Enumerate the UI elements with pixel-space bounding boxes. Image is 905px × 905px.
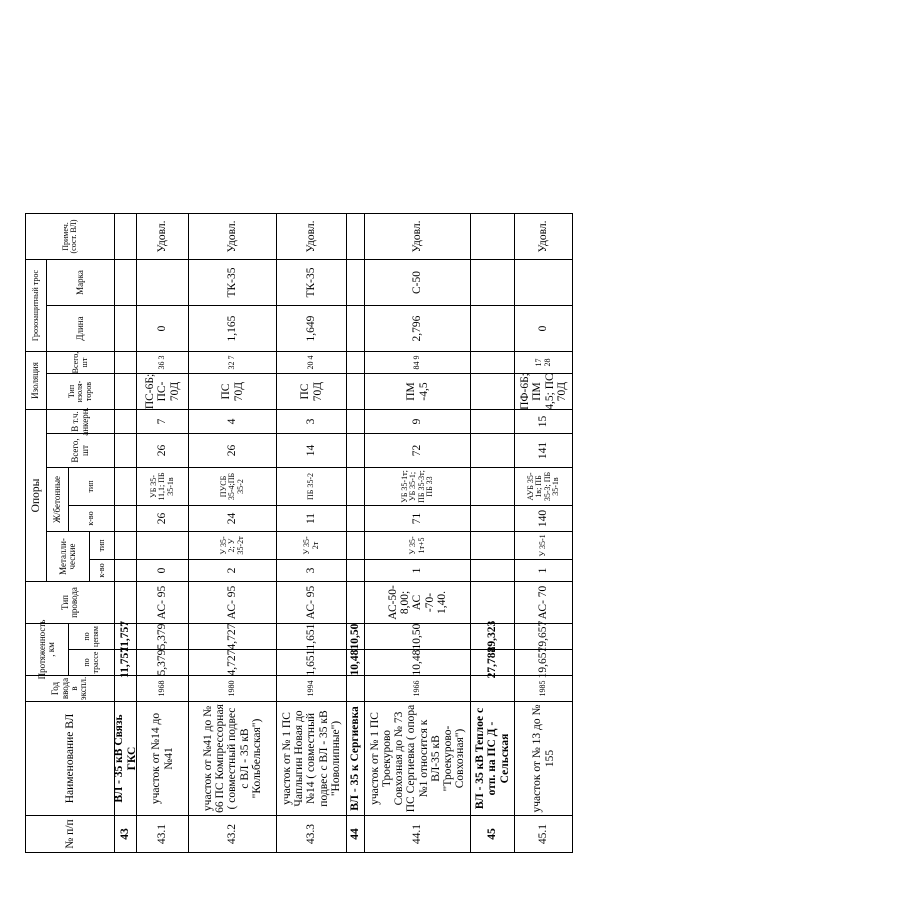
row-5-anchor: 9: [365, 409, 471, 433]
row-3-wire: АС- 95: [277, 581, 347, 623]
row-2-total: 26: [189, 433, 277, 467]
row-3-m-qty: 3: [277, 559, 347, 581]
header-ins-type: Тип изоля-торов: [47, 373, 115, 409]
row-0-c-qty: [115, 505, 137, 531]
header-note: Примеч. (сост. ВЛ): [25, 213, 115, 259]
row-3-m-type: У 35-2т: [277, 531, 347, 559]
row-6-circuit: 29,323: [471, 623, 515, 649]
row-4-note: [347, 213, 365, 259]
header-metal: Металли-ческие: [47, 531, 90, 581]
row-4-c-qty: [347, 505, 365, 531]
row-7-ins-total: 17 28: [515, 351, 573, 373]
row-6-name: ВЛ - 35 кВ Теплое с отп. на ПС Д - Сельская: [471, 701, 515, 815]
row-3-ins-total: 20 4: [277, 351, 347, 373]
row-5-circuit: 10,50: [365, 623, 471, 649]
row-2-m-qty: 2: [189, 559, 277, 581]
row-6-m-qty: [471, 559, 515, 581]
row-0-wire: [115, 581, 137, 623]
row-1-circuit: 5,379: [137, 623, 189, 649]
row-6-year: [471, 675, 515, 701]
row-4-cable-brand: [347, 259, 365, 305]
row-5-ins-total: 84 9: [365, 351, 471, 373]
row-7-wire: АС- 70: [515, 581, 573, 623]
row-2-c-type: ПУСБ 35-4;ПБ 35-2: [189, 467, 277, 505]
row-3-route: 1,651: [277, 649, 347, 675]
row-1-ins-total: 36 3: [137, 351, 189, 373]
row-7-m-type: У 35-1: [515, 531, 573, 559]
row-3-c-type: ПБ 35-2: [277, 467, 347, 505]
row-4-total: [347, 433, 365, 467]
row-2-circuit: 4,727: [189, 623, 277, 649]
row-3-name: участок от № 1 ПС Чаплыгин Новая до №14 ( совместный подвес с ВЛ - 35 кВ "Новолипные"): [277, 701, 347, 815]
row-5-cable-brand: С-50: [365, 259, 471, 305]
row-7-anchor: 15: [515, 409, 573, 433]
row-5-m-qty: 1: [365, 559, 471, 581]
row-5-m-type: У 35-1т+5: [365, 531, 471, 559]
header-cable: Грозозащитный трос: [25, 259, 47, 351]
row-3-note: Удовл.: [277, 213, 347, 259]
row-3-num: 43.3: [277, 815, 347, 853]
header-ins-total: Всего, шт: [47, 351, 115, 373]
row-1-name: участок от №14 до №41: [137, 701, 189, 815]
row-6-num: 45: [471, 815, 515, 853]
row-5-year: 1966: [365, 675, 471, 701]
row-6-ins-type: [471, 373, 515, 409]
row-1-total: 26: [137, 433, 189, 467]
row-5-ins-type: ПМ -4,5: [365, 373, 471, 409]
row-3-year: 1994: [277, 675, 347, 701]
row-4-wire: [347, 581, 365, 623]
header-concrete: Ж/бетонные: [47, 467, 69, 531]
row-7-route: 19,657: [515, 649, 573, 675]
row-1-route: 5,379: [137, 649, 189, 675]
header-concrete-qty: к-во: [69, 505, 115, 531]
row-0-name: ВЛ - 35 кВ Связь ГКС: [115, 701, 137, 815]
row-6-m-type: [471, 531, 515, 559]
header-name: Наименование ВЛ: [25, 701, 115, 815]
row-5-total: 72: [365, 433, 471, 467]
row-7-year: 1985: [515, 675, 573, 701]
row-7-circuit: 19,657: [515, 623, 573, 649]
row-1-ins-type: ПС-6Б; ПС- 70Д: [137, 373, 189, 409]
row-3-ins-type: ПС 70Д: [277, 373, 347, 409]
row-0-m-qty: [115, 559, 137, 581]
header-cable-brand: Марка: [47, 259, 115, 305]
row-2-name: участок от №41 до № 66 ПС Компрессорная ( совместный подвес с ВЛ - 35 кВ "Кольбельская"): [189, 701, 277, 815]
row-2-cable-brand: ТК-35: [189, 259, 277, 305]
power-lines-table: [25, 51, 595, 853]
header-total: Всего, шт: [47, 433, 115, 467]
row-5-c-type: УБ 35-1т; УБ 35-1; ПБ 35-3т; ПБ 33: [365, 467, 471, 505]
row-4-name: ВЛ - 35 к Сергиевка: [347, 701, 365, 815]
row-5-wire: АС-50-8,00; АС -70-1,40.: [365, 581, 471, 623]
row-4-c-type: [347, 467, 365, 505]
row-5-cable-len: 2,796: [365, 305, 471, 351]
row-6-wire: [471, 581, 515, 623]
row-1-c-qty: 26: [137, 505, 189, 531]
row-4-circuit: 10,50: [347, 623, 365, 649]
header-metal-type: тип: [90, 531, 115, 559]
row-7-cable-len: 0: [515, 305, 573, 351]
header-length-circuit: по цепям: [69, 623, 115, 649]
row-1-wire: АС- 95: [137, 581, 189, 623]
row-6-c-qty: [471, 505, 515, 531]
header-cable-len: Длина: [47, 305, 115, 351]
row-0-num: 43: [115, 815, 137, 853]
row-6-cable-len: [471, 305, 515, 351]
row-1-anchor: 7: [137, 409, 189, 433]
row-4-m-type: [347, 531, 365, 559]
row-2-note: Удовл.: [189, 213, 277, 259]
header-insulation: Изоляция: [25, 351, 47, 409]
row-6-note: [471, 213, 515, 259]
row-6-route: 27,788: [471, 649, 515, 675]
row-4-num: 44: [347, 815, 365, 853]
row-0-circuit: 11,757: [115, 623, 137, 649]
row-0-c-type: [115, 467, 137, 505]
row-2-c-qty: 24: [189, 505, 277, 531]
row-1-note: Удовл.: [137, 213, 189, 259]
row-5-name: участок от № 1 ПС Троекурово Совхозная до № 73 ПС Сергиевка ( опора №1 относится к ВЛ-35 кВ "Троекурово-Совхозная"): [365, 701, 471, 815]
header-supports: Опоры: [25, 409, 47, 581]
row-2-num: 43.2: [189, 815, 277, 853]
row-7-c-type: АУБ 35-1в; ПБ 35-3; ПБ 35-1в: [515, 467, 573, 505]
row-6-total: [471, 433, 515, 467]
header-concrete-type: тип: [69, 467, 115, 505]
row-4-route: 10,48: [347, 649, 365, 675]
row-6-cable-brand: [471, 259, 515, 305]
row-6-anchor: [471, 409, 515, 433]
header-wire: Тип провода: [25, 581, 115, 623]
row-7-ins-type: ПФ-6Б; ПМ 4,5; ПС 70Д: [515, 373, 573, 409]
row-7-total: 141: [515, 433, 573, 467]
row-2-cable-len: 1,165: [189, 305, 277, 351]
row-4-ins-total: [347, 351, 365, 373]
row-2-ins-type: ПС 70Д: [189, 373, 277, 409]
row-4-ins-type: [347, 373, 365, 409]
row-3-anchor: 3: [277, 409, 347, 433]
row-5-route: 10,48: [365, 649, 471, 675]
row-5-note: Удовл.: [365, 213, 471, 259]
row-2-wire: АС- 95: [189, 581, 277, 623]
row-3-c-qty: 11: [277, 505, 347, 531]
row-2-ins-total: 32 7: [189, 351, 277, 373]
header-year: Год ввода в экспл.: [25, 675, 115, 701]
row-0-cable-brand: [115, 259, 137, 305]
row-0-ins-total: [115, 351, 137, 373]
row-1-year: 1968: [137, 675, 189, 701]
row-0-note: [115, 213, 137, 259]
row-1-m-type: [137, 531, 189, 559]
row-2-route: 4,727: [189, 649, 277, 675]
row-1-cable-len: 0: [137, 305, 189, 351]
row-3-cable-len: 1,649: [277, 305, 347, 351]
row-1-c-type: УБ 35-11,1; ПБ 35-1в: [137, 467, 189, 505]
row-0-anchor: [115, 409, 137, 433]
row-7-note: Удовл.: [515, 213, 573, 259]
row-7-cable-brand: [515, 259, 573, 305]
row-6-ins-total: [471, 351, 515, 373]
row-2-year: 1980: [189, 675, 277, 701]
row-1-cable-brand: [137, 259, 189, 305]
row-7-c-qty: 140: [515, 505, 573, 531]
row-6-c-type: [471, 467, 515, 505]
row-3-total: 14: [277, 433, 347, 467]
row-3-cable-brand: ТК-35: [277, 259, 347, 305]
header-metal-qty: к-во: [90, 559, 115, 581]
row-0-total: [115, 433, 137, 467]
row-4-m-qty: [347, 559, 365, 581]
row-4-cable-len: [347, 305, 365, 351]
row-0-cable-len: [115, 305, 137, 351]
row-5-c-qty: 71: [365, 505, 471, 531]
row-7-m-qty: 1: [515, 559, 573, 581]
header-num: № п/п: [25, 815, 115, 853]
row-4-year: [347, 675, 365, 701]
row-2-m-type: У 35-2; У 35-2т: [189, 531, 277, 559]
row-1-num: 43.1: [137, 815, 189, 853]
header-length-route: по трассе: [69, 649, 115, 675]
header-anchor: В т.ч. анкерн.: [47, 409, 115, 433]
row-1-m-qty: 0: [137, 559, 189, 581]
header-length: Протяженность , км: [25, 623, 69, 675]
row-0-route: 11,757: [115, 649, 137, 675]
row-5-num: 44.1: [365, 815, 471, 853]
row-7-num: 45.1: [515, 815, 573, 853]
row-0-m-type: [115, 531, 137, 559]
row-7-name: участок от № 13 до № 155: [515, 701, 573, 815]
row-3-circuit: 1,651: [277, 623, 347, 649]
row-2-anchor: 4: [189, 409, 277, 433]
row-0-year: [115, 675, 137, 701]
row-0-ins-type: [115, 373, 137, 409]
row-4-anchor: [347, 409, 365, 433]
